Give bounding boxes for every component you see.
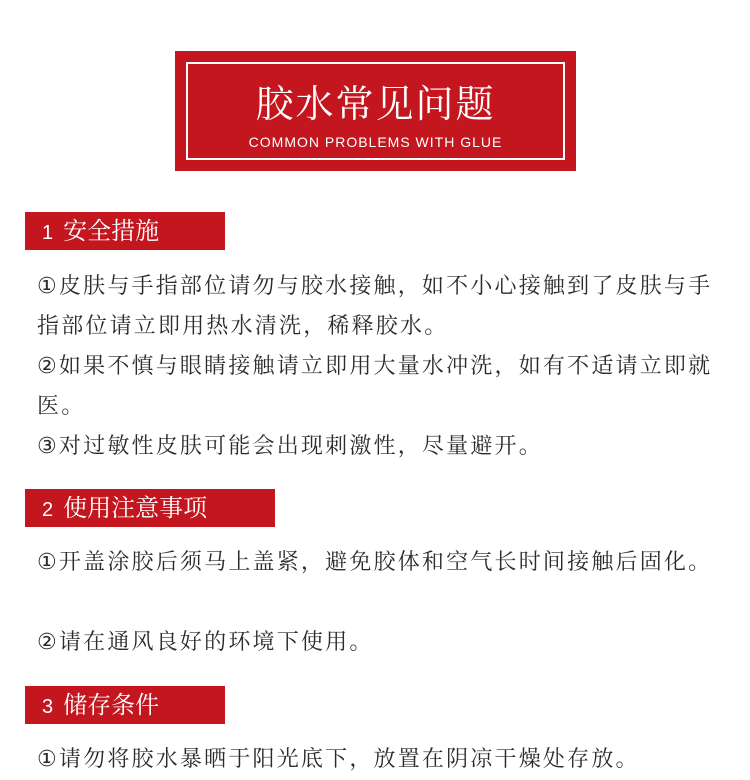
section-title: 使用注意事项	[63, 494, 208, 522]
section-title: 储存条件	[63, 691, 160, 719]
paragraph-safety-1: ①皮肤与手指部位请勿与胶水接触，如不小心接触到了皮肤与手指部位请立即用热水清洗，稀释胶水。	[37, 274, 713, 339]
section-header-usage	[25, 489, 275, 527]
paragraph-safety-3: ③对过敏性皮肤可能会出现刺激性，尽量避开。	[37, 434, 543, 459]
title-banner	[175, 51, 576, 171]
title-frame	[186, 62, 565, 160]
paragraph-usage-1: ①开盖涂胶后须马上盖紧，避免胶体和空气长时间接触后固化。	[37, 550, 713, 575]
section-header-storage	[25, 686, 225, 724]
section-number: 2	[42, 499, 54, 521]
section-header-safety	[25, 212, 225, 250]
section-number: 1	[42, 222, 54, 244]
section-title: 安全措施	[63, 217, 160, 245]
paragraph-usage-2: ②请在通风良好的环境下使用。	[37, 630, 374, 655]
paragraph-storage-1: ①请勿将胶水暴晒于阳光底下，放置在阴凉干燥处存放。	[37, 747, 640, 772]
section-number: 3	[42, 696, 54, 718]
page-subtitle: COMMON PROBLEMS WITH GLUE	[248, 134, 503, 150]
page-title: 胶水常见问题	[255, 82, 496, 126]
paragraph-safety-2: ②如果不慎与眼睛接触请立即用大量水冲洗，如有不适请立即就医。	[37, 354, 713, 419]
